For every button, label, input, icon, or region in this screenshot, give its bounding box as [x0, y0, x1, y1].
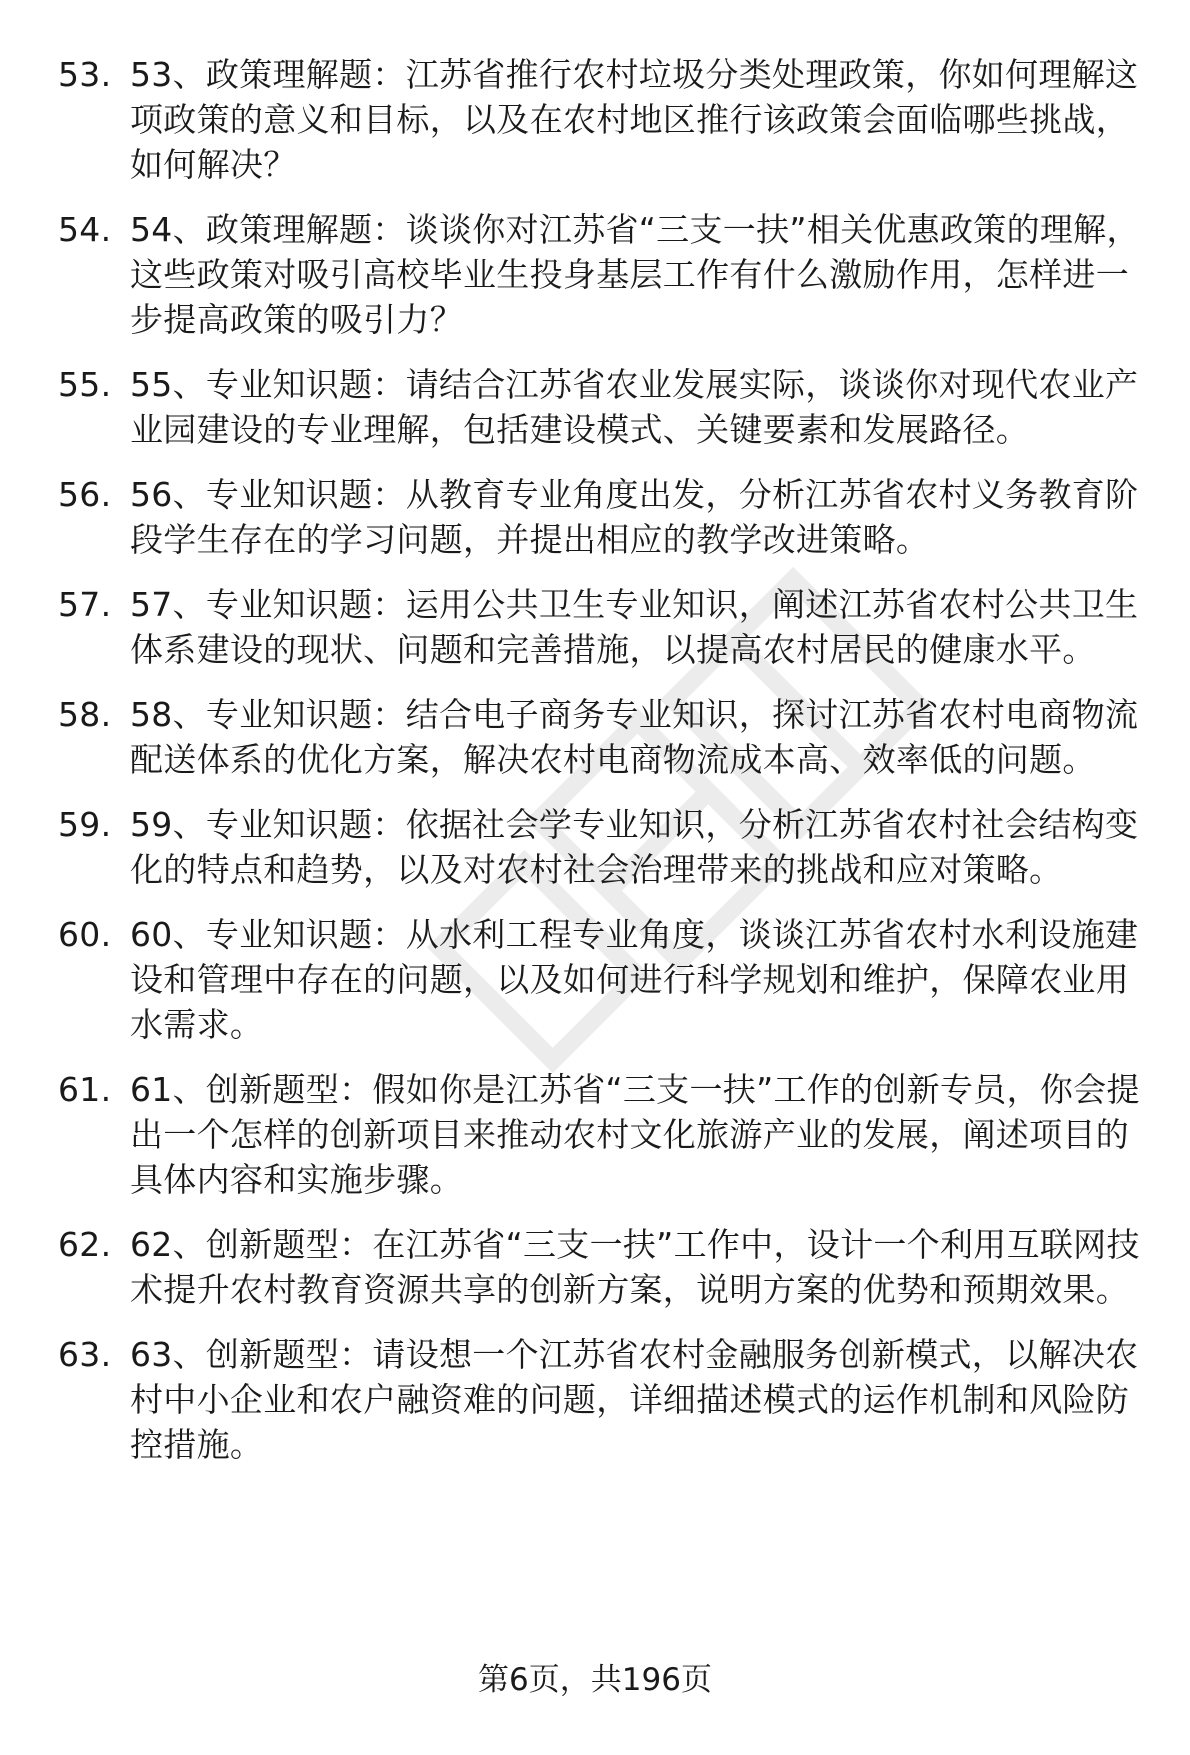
question-number: 60. — [58, 915, 112, 954]
question-text: 58、专业知识题：结合电子商务专业知识，探讨江苏省农村电商物流配送体系的优化方案，解决农村电商物流成本高、效率低的问题。 — [130, 695, 1139, 779]
question-text: 60、专业知识题：从水利工程专业角度，谈谈江苏省农村水利设施建设和管理中存在的问题，以及如何进行科学规划和维护，保障农业用水需求。 — [130, 915, 1139, 1044]
question-item — [58, 1332, 1158, 1467]
question-list — [58, 52, 1158, 1487]
question-text: 56、专业知识题：从教育专业角度出发，分析江苏省农村义务教育阶段学生存在的学习问题，并提出相应的教学改进策略。 — [130, 475, 1139, 559]
question-item — [58, 912, 1158, 1047]
question-text: 61、创新题型：假如你是江苏省“三支一扶”工作的创新专员，你会提出一个怎样的创新项目来推动农村文化旅游产业的发展，阐述项目的具体内容和实施步骤。 — [130, 1070, 1140, 1199]
question-number: 58. — [58, 695, 112, 734]
question-item — [58, 582, 1158, 672]
question-item — [58, 802, 1158, 892]
page-number: 第6页，共196页 — [478, 1662, 712, 1698]
question-text: 62、创新题型：在江苏省“三支一扶”工作中，设计一个利用互联网技术提升农村教育资源共享的创新方案，说明方案的优势和预期效果。 — [130, 1225, 1140, 1309]
question-item — [58, 1067, 1158, 1202]
question-number: 55. — [58, 365, 112, 404]
question-item — [58, 52, 1158, 187]
question-text: 54、政策理解题：谈谈你对江苏省“三支一扶”相关优惠政策的理解，这些政策对吸引高校毕业生投身基层工作有什么激励作用，怎样进一步提高政策的吸引力？ — [130, 210, 1140, 339]
question-text: 53、政策理解题：江苏省推行农村垃圾分类处理政策，你如何理解这项政策的意义和目标，以及在农村地区推行该政策会面临哪些挑战，如何解决？ — [130, 55, 1139, 184]
question-text: 55、专业知识题：请结合江苏省农业发展实际，谈谈你对现代农业产业园建设的专业理解，包括建设模式、关键要素和发展路径。 — [130, 365, 1139, 449]
question-number: 53. — [58, 55, 112, 94]
question-number: 54. — [58, 210, 112, 249]
question-number: 61. — [58, 1070, 112, 1109]
question-number: 57. — [58, 585, 112, 624]
question-item — [58, 472, 1158, 562]
question-number: 63. — [58, 1335, 112, 1374]
question-number: 56. — [58, 475, 112, 514]
question-item — [58, 362, 1158, 452]
question-text: 59、专业知识题：依据社会学专业知识，分析江苏省农村社会结构变化的特点和趋势，以及对农村社会治理带来的挑战和应对策略。 — [130, 805, 1139, 889]
question-item — [58, 692, 1158, 782]
question-number: 59. — [58, 805, 112, 844]
question-number: 62. — [58, 1225, 112, 1264]
question-item — [58, 207, 1158, 342]
question-text: 57、专业知识题：运用公共卫生专业知识，阐述江苏省农村公共卫生体系建设的现状、问题和完善措施，以提高农村居民的健康水平。 — [130, 585, 1139, 669]
question-text: 63、创新题型：请设想一个江苏省农村金融服务创新模式，以解决农村中小企业和农户融资难的问题，详细描述模式的运作机制和风险防控措施。 — [130, 1335, 1139, 1464]
question-item — [58, 1222, 1158, 1312]
